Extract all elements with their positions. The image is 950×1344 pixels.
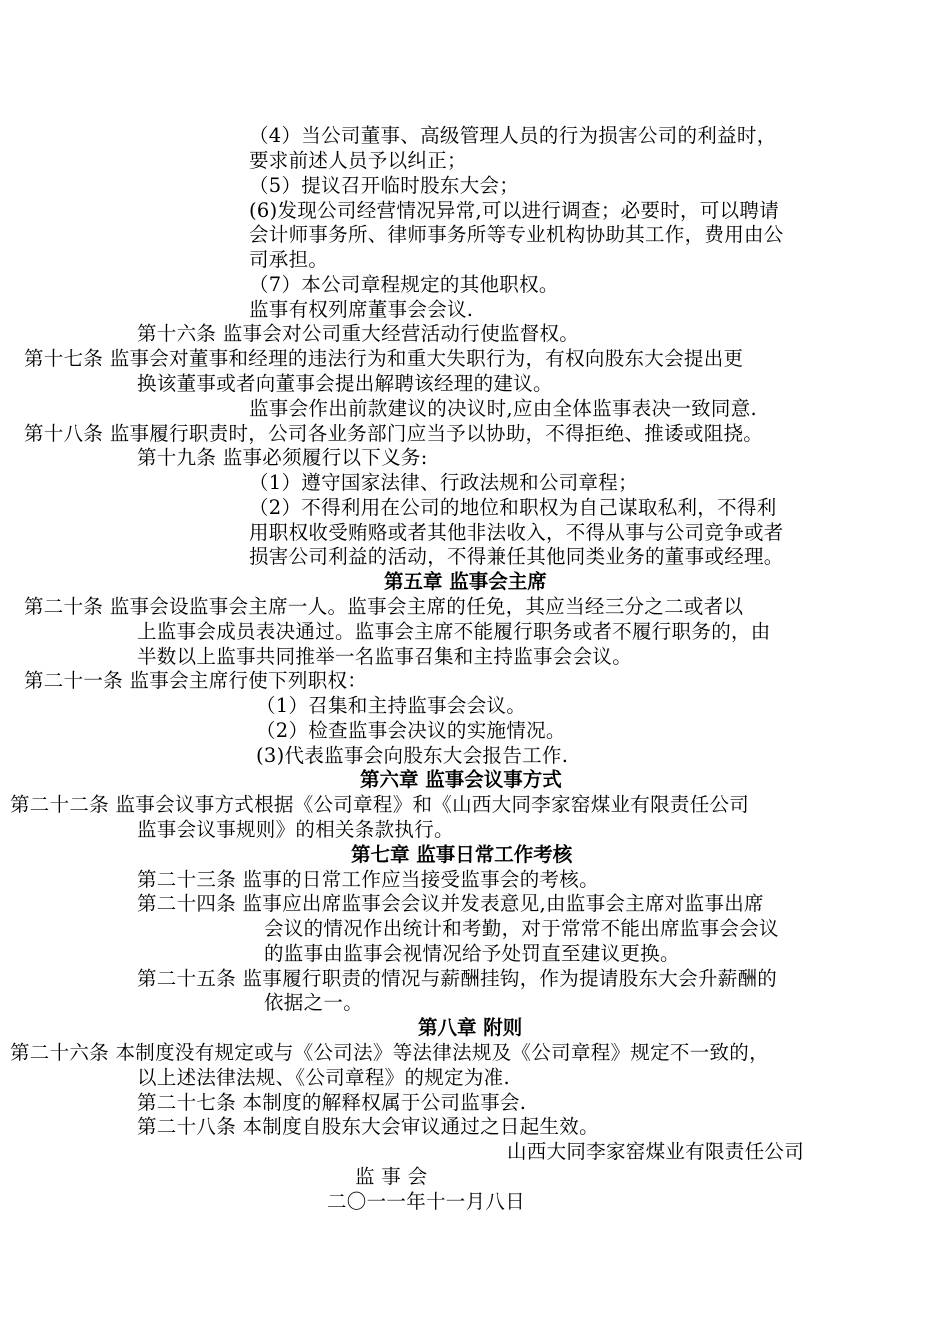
article-27: 第二十七条 本制度的解释权属于公司监事会. bbox=[137, 1091, 527, 1114]
article-24-line-2: 会议的情况作出统计和考勤，对于常常不能出席监事会会议 bbox=[264, 917, 779, 940]
item-4-line-2: 要求前述人员予以纠正； bbox=[249, 149, 467, 172]
chair-power-2: （2）检查监事会决议的实施情况。 bbox=[256, 719, 566, 742]
article-17-line-2: 换该董事或者向董事会提出解聘该经理的建议。 bbox=[137, 372, 553, 395]
article-20-line-3: 半数以上监事共同推举一名监事召集和主持监事会会议。 bbox=[137, 645, 633, 668]
article-22-line-2: 监事会议事规则》的相关条款执行。 bbox=[137, 818, 454, 841]
article-17-line-1: 第十七条 监事会对董事和经理的违法行为和重大失职行为，有权向股东大会提出更 bbox=[24, 347, 744, 370]
article-25-line-1: 第二十五条 监事履行职责的情况与薪酬挂钩，作为提请股东大会升薪酬的 bbox=[137, 967, 778, 990]
article-23: 第二十三条 监事的日常工作应当接受监事会的考核。 bbox=[137, 868, 599, 891]
article-20-line-2: 上监事会成员表决通过。监事会主席不能履行职务或者不履行职务的，由 bbox=[137, 620, 771, 643]
item-6-line-2: 会计师事务所、律师事务所等专业机构协助其工作，费用由公 bbox=[249, 223, 784, 246]
article-26-line-2: 以上述法律法规、《公司章程》的规定为准. bbox=[137, 1066, 510, 1089]
item-6-line-1: (6)发现公司经营情况异常,可以进行调查；必要时，可以聘请 bbox=[249, 199, 780, 222]
item-7: （7）本公司章程规定的其他职权。 bbox=[249, 273, 559, 296]
signature-company: 山西大同李家窑煤业有限责任公司 bbox=[507, 1140, 805, 1163]
signature-body: 监 事 会 bbox=[355, 1165, 428, 1188]
article-24-line-3: 的监事由监事会视情况给予处罚直至建议更换。 bbox=[264, 942, 680, 965]
duty-1: （1）遵守国家法律、行政法规和公司章程； bbox=[249, 471, 638, 494]
article-18: 第十八条 监事履行职责时，公司各业务部门应当予以协助，不得拒绝、推诿或阻挠。 bbox=[24, 422, 764, 445]
article-26-line-1: 第二十六条 本制度没有规定或与《公司法》等法律法规及《公司章程》规定不一致的， bbox=[10, 1041, 769, 1064]
signature-date: 二〇一一年十一月八日 bbox=[327, 1190, 526, 1213]
article-20-line-1: 第二十条 监事会设监事会主席一人。监事会主席的任免，其应当经三分之二或者以 bbox=[24, 595, 744, 618]
article-25-line-2: 依据之一。 bbox=[264, 991, 364, 1014]
article-17-note: 监事会作出前款建议的决议时,应由全体监事表决一致同意. bbox=[249, 397, 757, 420]
attendance-note: 监事有权列席董事会会议. bbox=[249, 298, 474, 321]
duty-2-line-1: （2）不得利用在公司的地位和职权为自己谋取私利，不得利 bbox=[249, 496, 777, 519]
item-4-line-1: （4）当公司董事、高级管理人员的行为损害公司的利益时， bbox=[249, 124, 777, 147]
article-19: 第十九条 监事必须履行以下义务: bbox=[137, 446, 428, 469]
chapter-7-heading: 第七章 监事日常工作考核 bbox=[351, 843, 573, 866]
duty-2-line-2: 用职权收受贿赂或者其他非法收入，不得从事与公司竞争或者 bbox=[249, 521, 784, 544]
article-24-line-1: 第二十四条 监事应出席监事会会议并发表意见,由监事会主席对监事出席 bbox=[137, 892, 764, 915]
duty-2-line-3: 损害公司利益的活动，不得兼任其他同类业务的董事或经理。 bbox=[249, 545, 784, 568]
chapter-8-heading: 第八章 附则 bbox=[418, 1016, 523, 1039]
article-21: 第二十一条 监事会主席行使下列职权： bbox=[24, 669, 368, 692]
article-22-line-1: 第二十二条 监事会议事方式根据《公司章程》和《山西大同李家窑煤业有限责任公司 bbox=[10, 793, 750, 816]
article-28: 第二十八条 本制度自股东大会审议通过之日起生效。 bbox=[137, 1115, 599, 1138]
item-5: （5）提议召开临时股东大会； bbox=[249, 174, 520, 197]
chair-power-1: （1）召集和主持监事会会议。 bbox=[256, 694, 527, 717]
chapter-6-heading: 第六章 监事会议事方式 bbox=[360, 768, 562, 791]
article-16: 第十六条 监事会对公司重大经营活动行使监督权。 bbox=[137, 322, 580, 345]
chapter-5-heading: 第五章 监事会主席 bbox=[384, 570, 547, 593]
chair-power-3: (3)代表监事会向股东大会报告工作. bbox=[256, 744, 569, 767]
item-6-line-3: 司承担。 bbox=[249, 248, 329, 271]
